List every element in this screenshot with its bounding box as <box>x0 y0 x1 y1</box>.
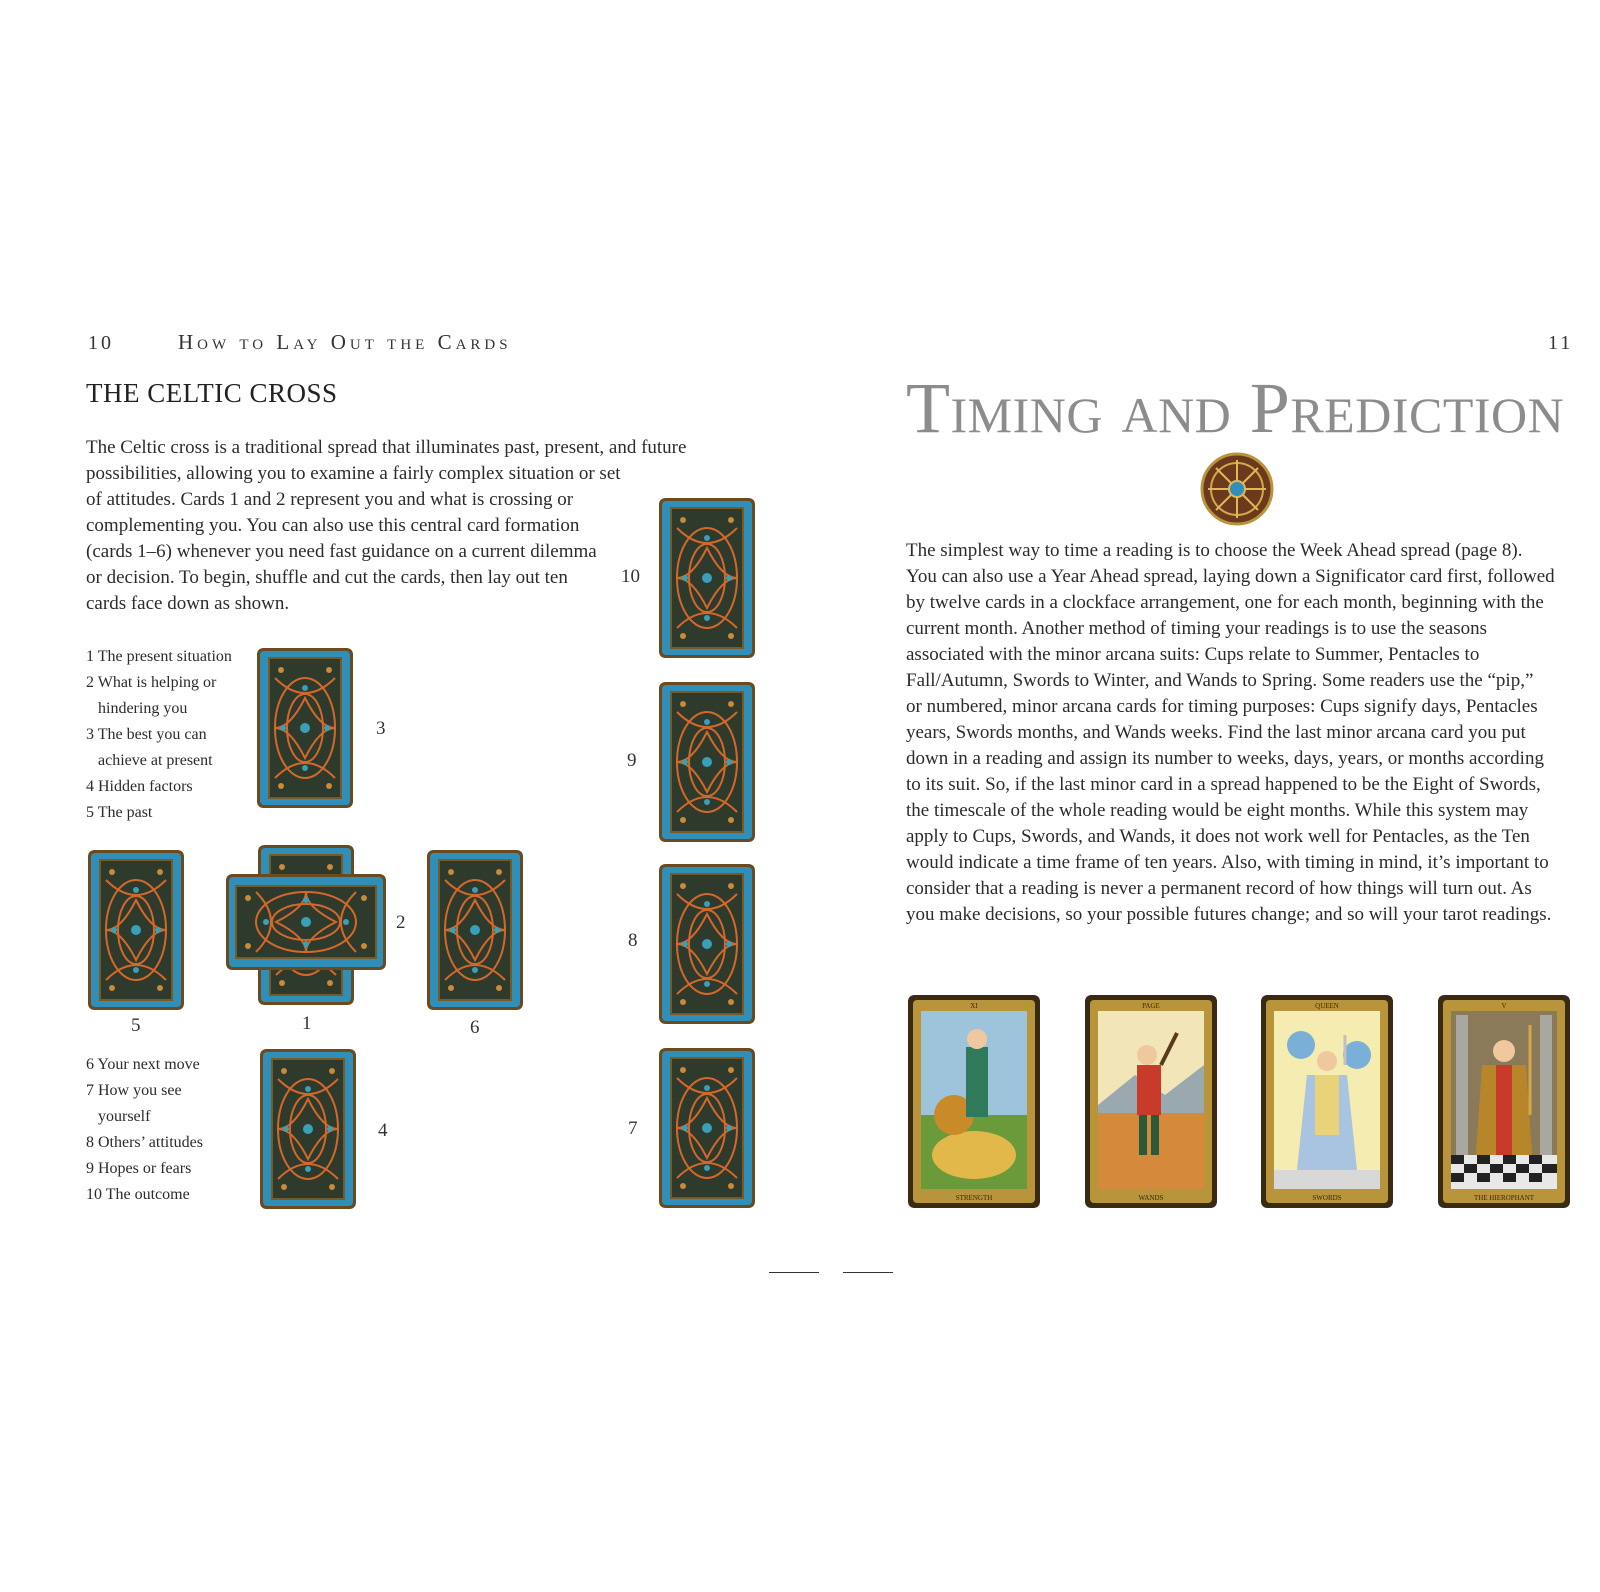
strength-card-lion <box>908 995 1040 1208</box>
legend-item: 7 How you see yourself <box>86 1082 182 1125</box>
legend-item: 6 Your next move <box>86 1056 200 1073</box>
position-label-10: 10 <box>621 566 640 587</box>
body-line: you make decisions, so your possible futures change; and so will your tarot readings. <box>906 904 1552 925</box>
body-line: You can also use a Year Ahead spread, laying down a Significator card first, followed <box>906 566 1555 587</box>
intro-line: or decision. To begin, shuffle and cut the cards, then lay out ten <box>86 567 568 588</box>
position-label-5: 5 <box>131 1015 141 1036</box>
card-position-2 <box>226 874 386 970</box>
tarot-bottom-label: SWORDS <box>1312 1194 1342 1202</box>
tarot-bottom-label: STRENGTH <box>955 1194 993 1202</box>
body-line: associated with the minor arcana suits: Cups relate to Summer, Pentacles to <box>906 644 1480 665</box>
pentacle-ornament-icon <box>1200 452 1274 526</box>
position-label-8: 8 <box>628 930 638 951</box>
legend-item: 5 The past <box>86 804 153 821</box>
body-line: apply to Cups, Swords, and Wands, it does not work well for Pentacles, as the Ten <box>906 826 1530 847</box>
intro-line: possibilities, allowing you to examine a fairly complex situation or set <box>86 463 621 484</box>
legend-item: 9 Hopes or fears <box>86 1160 192 1177</box>
intro-line: complementing you. You can also use this central card formation <box>86 515 580 536</box>
running-title: How to Lay Out the Cards <box>178 330 512 354</box>
tarot-top-label: PAGE <box>1142 1002 1160 1010</box>
section-title: THE CELTIC CROSS <box>86 378 338 408</box>
position-label-9: 9 <box>627 750 637 771</box>
bottom-rule-right <box>843 1272 893 1273</box>
legend-item: 4 Hidden factors <box>86 778 193 795</box>
body-line: The simplest way to time a reading is to choose the Week Ahead spread (page 8). <box>906 540 1523 561</box>
position-label-1: 1 <box>302 1013 312 1034</box>
intro-line: The Celtic cross is a traditional spread that illuminates past, present, and future <box>86 437 687 458</box>
card-position-5 <box>88 850 184 1010</box>
intro-paragraph <box>86 435 706 617</box>
body-line: or numbered, minor arcana cards for timing purposes: Cups signify days, Pentacles <box>906 696 1538 717</box>
intro-line: cards face down as shown. <box>86 593 290 614</box>
card-position-10 <box>659 498 755 658</box>
body-line: would indicate a time frame of ten years. Also, with timing in mind, it’s important to <box>906 852 1549 873</box>
legend-item: 1 The present situation <box>86 648 232 665</box>
right-page-number: 11 <box>1548 332 1574 354</box>
body-line: down in a reading and assign its number to weeks, days, years, or months according <box>906 748 1544 769</box>
position-label-2: 2 <box>396 912 406 933</box>
right-page-title: Timing and Prediction <box>906 368 1565 448</box>
intro-line: (cards 1–6) whenever you need fast guidance on a current dilemma <box>86 541 597 562</box>
hierophant-card <box>1438 995 1570 1208</box>
tarot-bottom-label: WANDS <box>1138 1194 1164 1202</box>
position-label-3: 3 <box>376 718 386 739</box>
body-line: Fall/Autumn, Swords to Winter, and Wands to Spring. Some readers use the “pip,” <box>906 670 1534 691</box>
queen-of-swords-card <box>1261 995 1393 1208</box>
card-position-6 <box>427 850 523 1010</box>
card-position-7 <box>659 1048 755 1208</box>
tarot-top-label: XI <box>970 1002 978 1010</box>
tarot-top-label: QUEEN <box>1315 1002 1339 1010</box>
legend-top <box>86 644 246 826</box>
card-position-4 <box>260 1049 356 1209</box>
legend-item: 3 The best you can achieve at present <box>86 726 213 769</box>
body-line: the timescale of the whole reading would be eight months. While this system may <box>906 800 1529 821</box>
body-line: current month. Another method of timing your readings is to use the seasons <box>906 618 1487 639</box>
body-line: consider that a reading is never a permanent record of how things will turn out. As <box>906 878 1532 899</box>
left-page-number: 10 <box>88 332 114 354</box>
card-position-9 <box>659 682 755 842</box>
timing-paragraph <box>906 538 1596 928</box>
card-position-3 <box>257 648 353 808</box>
legend-item: 10 The outcome <box>86 1186 190 1203</box>
body-line: by twelve cards in a clockface arrangement, one for each month, beginning with the <box>906 592 1544 613</box>
bottom-rule-left <box>769 1272 819 1273</box>
legend-bottom <box>86 1052 226 1208</box>
card-position-8 <box>659 864 755 1024</box>
tarot-bottom-label: THE HIEROPHANT <box>1473 1194 1535 1202</box>
legend-item: 2 What is helping or hindering you <box>86 674 217 717</box>
position-label-7: 7 <box>628 1118 638 1139</box>
tarot-top-label: V <box>1501 1002 1507 1010</box>
legend-item: 8 Others’ attitudes <box>86 1134 204 1151</box>
position-label-6: 6 <box>470 1017 480 1038</box>
body-line: to its suit. So, if the last minor card in a spread happened to be the Eight of Swords, <box>906 774 1541 795</box>
position-label-4: 4 <box>378 1120 388 1141</box>
page-of-wands-card <box>1085 995 1217 1208</box>
body-line: years, Swords months, and Wands weeks. Find the last minor arcana card you put <box>906 722 1526 743</box>
intro-line: of attitudes. Cards 1 and 2 represent you and what is crossing or <box>86 489 574 510</box>
